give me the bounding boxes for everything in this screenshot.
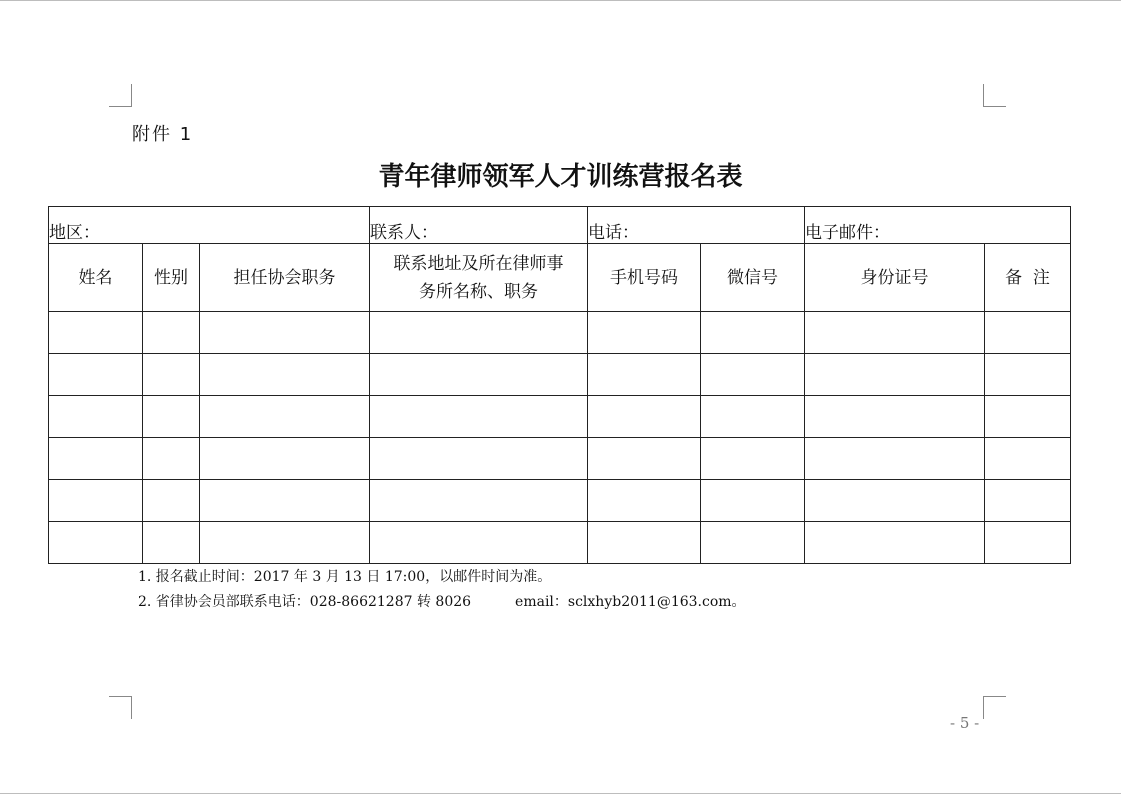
- registration-table: [48, 206, 1071, 564]
- crop-mark-bottom-right: [983, 696, 1006, 719]
- col-header-remarks: 备 注: [985, 244, 1071, 312]
- cell-remarks[interactable]: [985, 522, 1071, 564]
- cell-address-firm[interactable]: [370, 522, 588, 564]
- info-row: [49, 207, 1071, 244]
- cell-wechat[interactable]: [701, 354, 805, 396]
- table-row: [49, 522, 1071, 564]
- region-field[interactable]: [49, 207, 370, 244]
- phone-label: 电话：: [588, 223, 640, 243]
- cell-id-number[interactable]: [805, 480, 985, 522]
- table-row: [49, 480, 1071, 522]
- note-deadline: 1. 报名截止时间：2017 年 3 月 13 日 17:00，以邮件时间为准。: [138, 569, 552, 585]
- cell-wechat[interactable]: [701, 438, 805, 480]
- page-top-edge: [0, 0, 1121, 1]
- cell-remarks[interactable]: [985, 438, 1071, 480]
- page-bottom-edge: [0, 793, 1121, 794]
- cell-address-firm[interactable]: [370, 312, 588, 354]
- crop-mark-bottom-left: [109, 696, 132, 719]
- col-header-address-firm-line2: 务所名称、职务: [419, 281, 539, 302]
- cell-name[interactable]: [49, 354, 143, 396]
- cell-gender[interactable]: [143, 396, 200, 438]
- cell-wechat[interactable]: [701, 522, 805, 564]
- col-header-gender: 性别: [143, 244, 200, 312]
- crop-mark-top-left: [109, 84, 132, 107]
- phone-field[interactable]: [588, 207, 805, 244]
- cell-association-position[interactable]: [200, 438, 370, 480]
- cell-remarks[interactable]: [985, 312, 1071, 354]
- cell-id-number[interactable]: [805, 396, 985, 438]
- col-header-address-firm: [370, 244, 588, 312]
- cell-address-firm[interactable]: [370, 396, 588, 438]
- cell-id-number[interactable]: [805, 438, 985, 480]
- col-header-name: 姓名: [49, 244, 143, 312]
- email-label: 电子邮件：: [805, 223, 891, 243]
- col-header-association-position: 担任协会职务: [200, 244, 370, 312]
- note-contact: [138, 591, 746, 611]
- cell-association-position[interactable]: [200, 354, 370, 396]
- cell-gender[interactable]: [143, 354, 200, 396]
- cell-remarks[interactable]: [985, 354, 1071, 396]
- cell-name[interactable]: [49, 438, 143, 480]
- col-header-wechat: 微信号: [701, 244, 805, 312]
- col-header-id-number: 身份证号: [805, 244, 985, 312]
- cell-mobile[interactable]: [588, 354, 701, 396]
- header-row: [49, 244, 1071, 312]
- cell-mobile[interactable]: [588, 522, 701, 564]
- cell-association-position[interactable]: [200, 396, 370, 438]
- cell-id-number[interactable]: [805, 312, 985, 354]
- table-row: [49, 438, 1071, 480]
- region-label: 地区：: [49, 223, 100, 243]
- col-header-mobile: 手机号码: [588, 244, 701, 312]
- contact-person-label: 联系人：: [370, 223, 439, 243]
- cell-mobile[interactable]: [588, 438, 701, 480]
- table-row: [49, 312, 1071, 354]
- cell-association-position[interactable]: [200, 312, 370, 354]
- attachment-label: 附件 1: [132, 124, 194, 145]
- cell-wechat[interactable]: [701, 480, 805, 522]
- cell-remarks[interactable]: [985, 480, 1071, 522]
- cell-gender[interactable]: [143, 438, 200, 480]
- cell-mobile[interactable]: [588, 480, 701, 522]
- col-header-address-firm-line1: 联系地址及所在律师事: [393, 253, 564, 274]
- cell-gender[interactable]: [143, 312, 200, 354]
- cell-name[interactable]: [49, 480, 143, 522]
- form-title: 青年律师领军人才训练营报名表: [378, 162, 743, 192]
- contact-person-field[interactable]: [370, 207, 588, 244]
- cell-name[interactable]: [49, 396, 143, 438]
- cell-association-position[interactable]: [200, 480, 370, 522]
- cell-address-firm[interactable]: [370, 480, 588, 522]
- cell-address-firm[interactable]: [370, 438, 588, 480]
- note-contact-phone: 2. 省律协会员部联系电话：028-86621287 转 8026: [138, 594, 472, 610]
- cell-name[interactable]: [49, 312, 143, 354]
- cell-association-position[interactable]: [200, 522, 370, 564]
- cell-mobile[interactable]: [588, 312, 701, 354]
- cell-address-firm[interactable]: [370, 354, 588, 396]
- cell-id-number[interactable]: [805, 354, 985, 396]
- cell-gender[interactable]: [143, 522, 200, 564]
- page-number: - 5 -: [950, 714, 980, 732]
- table-row: [49, 354, 1071, 396]
- cell-mobile[interactable]: [588, 396, 701, 438]
- table-row: [49, 396, 1071, 438]
- cell-remarks[interactable]: [985, 396, 1071, 438]
- note-contact-email: email：sclxhyb2011@163.com。: [515, 594, 746, 610]
- cell-id-number[interactable]: [805, 522, 985, 564]
- cell-wechat[interactable]: [701, 312, 805, 354]
- data-rows: [49, 312, 1071, 564]
- cell-name[interactable]: [49, 522, 143, 564]
- cell-wechat[interactable]: [701, 396, 805, 438]
- crop-mark-top-right: [983, 84, 1006, 107]
- cell-gender[interactable]: [143, 480, 200, 522]
- email-field[interactable]: [805, 207, 1071, 244]
